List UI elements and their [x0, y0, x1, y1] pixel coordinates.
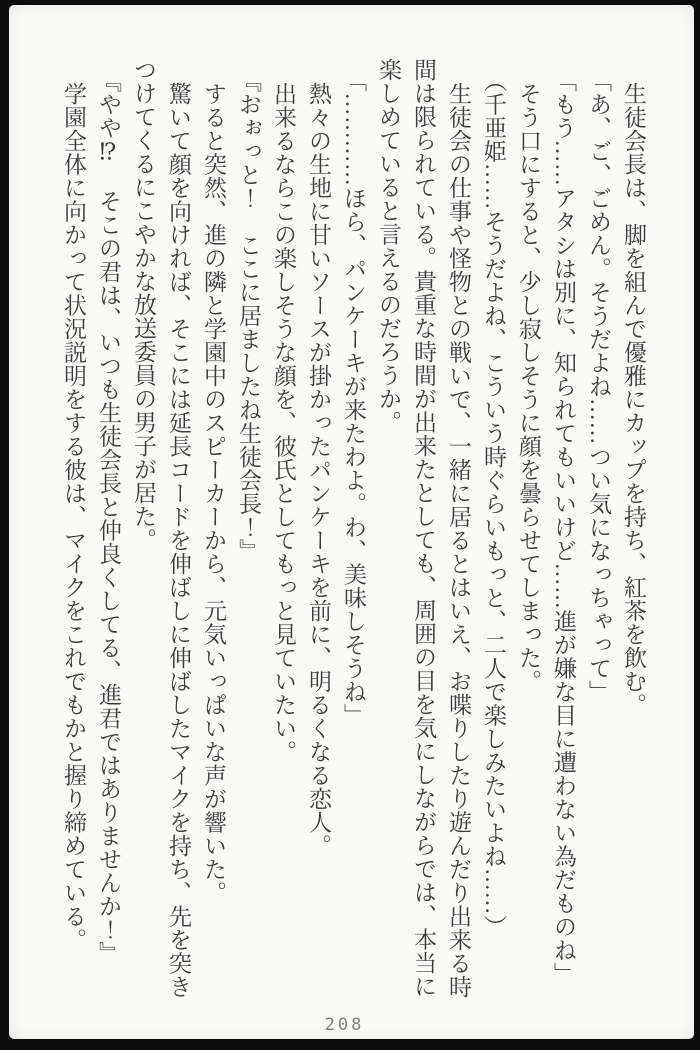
text-column: 生徒会長は、脚を組んで優雅にカップを持ち、紅茶を飲む。 [621, 81, 646, 716]
text-column: 『おぉっと！ ここに居ましたね生徒会長！』 [236, 69, 261, 563]
page-number: 208 [324, 1015, 365, 1035]
book-page [9, 5, 694, 1039]
text-column: 出来るならこの楽しそうな顔を、彼氏としてもっと見ていたい。 [271, 81, 296, 763]
text-column: 生徒会の仕事や怪物との戦いで、一緒に居るとはいえ、お喋りしたり遊んだり出来る時 [446, 81, 471, 998]
text-column: 熱々の生地に甘いソースが掛かったパンケーキを前に、明るくなる恋人。 [306, 81, 331, 857]
text-column: 驚いて顔を向ければ、そこには延長コードを伸ばしに伸ばしたマイクを持ち、先を突き [166, 81, 191, 998]
text-column: そう口にすると、少し寂しそうに顔を曇らせてしまった。 [516, 81, 541, 693]
text-column: 「…………ほら、パンケーキが来たわよ。わ、美味しそうね」 [341, 69, 366, 727]
text-column: 『やや⁉ そこの君は、いつも生徒会長と仲良くしてる、進君ではありませんか！』 [96, 69, 121, 965]
text-column: 学園全体に向かって状況説明をする彼は、マイクをこれでもかと握り締めている。 [61, 81, 86, 951]
page-text [56, 58, 651, 1003]
text-column: 間は限られている。貴重な時間が出来たとしても、周囲の目を気にしながらでは、本当に [411, 58, 436, 998]
text-column: すると突然、進の隣と学園中のスピーカーから、元気いっぱいな声が響いた。 [201, 81, 226, 904]
text-column: つけてくるにこやかな放送委員の男子が居た。 [131, 58, 156, 552]
text-column: 楽しめていると言えるのだろうか。 [376, 58, 401, 434]
text-column: 「あ、ご、ごめん。そうだよね……つい気になっちゃって」 [586, 69, 611, 704]
text-column: （千亜姫……そうだよね、こういう時ぐらいもっと、二人で楽しみたいよね……） [481, 69, 506, 939]
text-column: 「もう……アタシは別に、知られてもいいけど……進が嫌な目に遭わない為だものね」 [551, 69, 576, 986]
